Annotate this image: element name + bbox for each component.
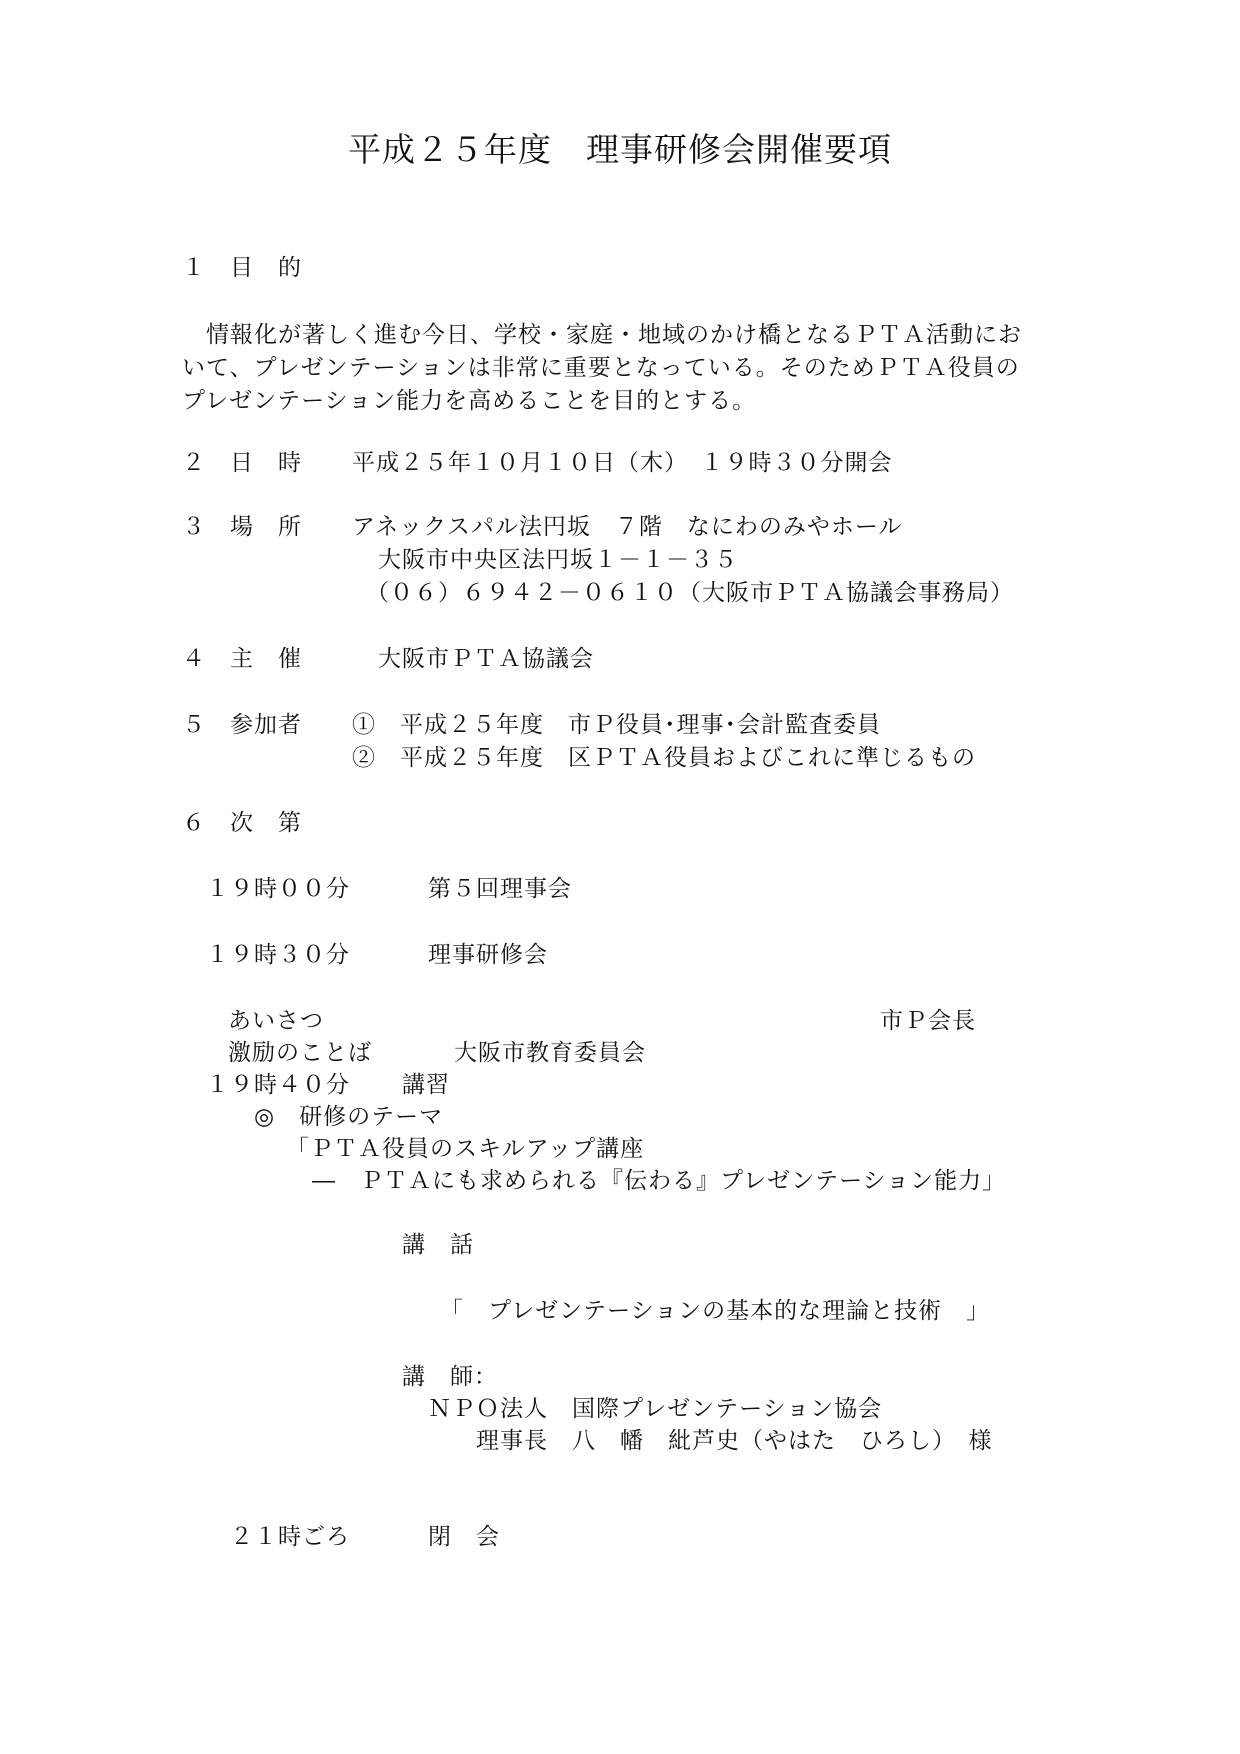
lecture-title: 「 プレゼンテーションの基本的な理論と技術 」 (440, 1298, 991, 1324)
lecture-label: 講 話 (402, 1232, 474, 1258)
venue-address: 大阪市中央区法円坂１－１－３５ (378, 547, 738, 573)
greeting-speaker: 市Ｐ会長 (880, 1008, 976, 1034)
section-datetime-heading: ２ 日 時 (182, 450, 302, 476)
lecturer-name: 理事長 八 幡 紕芦史（やはた ひろし） 様 (476, 1428, 993, 1454)
participant-item-1: ① 平成２５年度 市Ｐ役員･理事･会計監査委員 (352, 712, 881, 738)
encouragement-label: 激励のことば (228, 1040, 372, 1066)
purpose-line-2: いて、プレゼンテーションは非常に重要となっている。そのためＰＴＡ役員の (182, 355, 1020, 381)
datetime-value: 平成２５年１０月１０日（木） １９時３０分開会 (352, 450, 893, 476)
theme-line-1: 「ＰＴＡ役員のスキルアップ講座 (286, 1136, 645, 1162)
closing-time: ２１時ごろ (230, 1524, 350, 1550)
venue-phone: （０６）６９４２－０６１０（大阪市ＰＴＡ協議会事務局） (366, 580, 1014, 606)
program-label-2: 理事研修会 (428, 942, 548, 968)
host-value: 大阪市ＰＴＡ協議会 (378, 646, 594, 672)
program-label-3: 講習 (402, 1072, 450, 1098)
closing-label: 閉 会 (428, 1524, 500, 1550)
section-participants-heading: ５ 参加者 (182, 712, 302, 738)
program-time-1: １９時００分 (206, 876, 350, 902)
program-time-2: １９時３０分 (206, 942, 350, 968)
purpose-line-1: 情報化が著しく進む今日、学校・家庭・地域のかけ橋となるＰＴＡ活動にお (182, 322, 1022, 348)
section-purpose-heading: １ 目 的 (182, 255, 302, 281)
purpose-line-3: プレゼンテーション能力を高めることを目的とする。 (182, 388, 757, 414)
venue-name: アネックスパル法円坂 ７階 なにわのみやホール (352, 514, 903, 540)
section-venue-heading: ３ 場 所 (182, 514, 302, 540)
lecturer-organization: ＮＰＯ法人 国際プレゼンテーション協会 (428, 1396, 883, 1422)
program-label-1: 第５回理事会 (428, 876, 572, 902)
document-title: 平成２５年度 理事研修会開催要項 (348, 130, 892, 169)
participant-item-2: ② 平成２５年度 区ＰＴＡ役員およびこれに準じるもの (352, 745, 976, 771)
greeting-label: あいさつ (228, 1008, 324, 1034)
theme-heading: ◎ 研修のテーマ (254, 1104, 444, 1130)
section-program-heading: ６ 次 第 (182, 810, 302, 836)
section-host-heading: ４ 主 催 (182, 646, 302, 672)
program-time-3: １９時４０分 (206, 1072, 350, 1098)
encouragement-speaker: 大阪市教育委員会 (454, 1040, 646, 1066)
theme-line-2: ― ＰＴＡにも求められる『伝わる』プレゼンテーション能力」 (312, 1168, 1007, 1194)
lecturer-label: 講 師： (402, 1364, 498, 1390)
